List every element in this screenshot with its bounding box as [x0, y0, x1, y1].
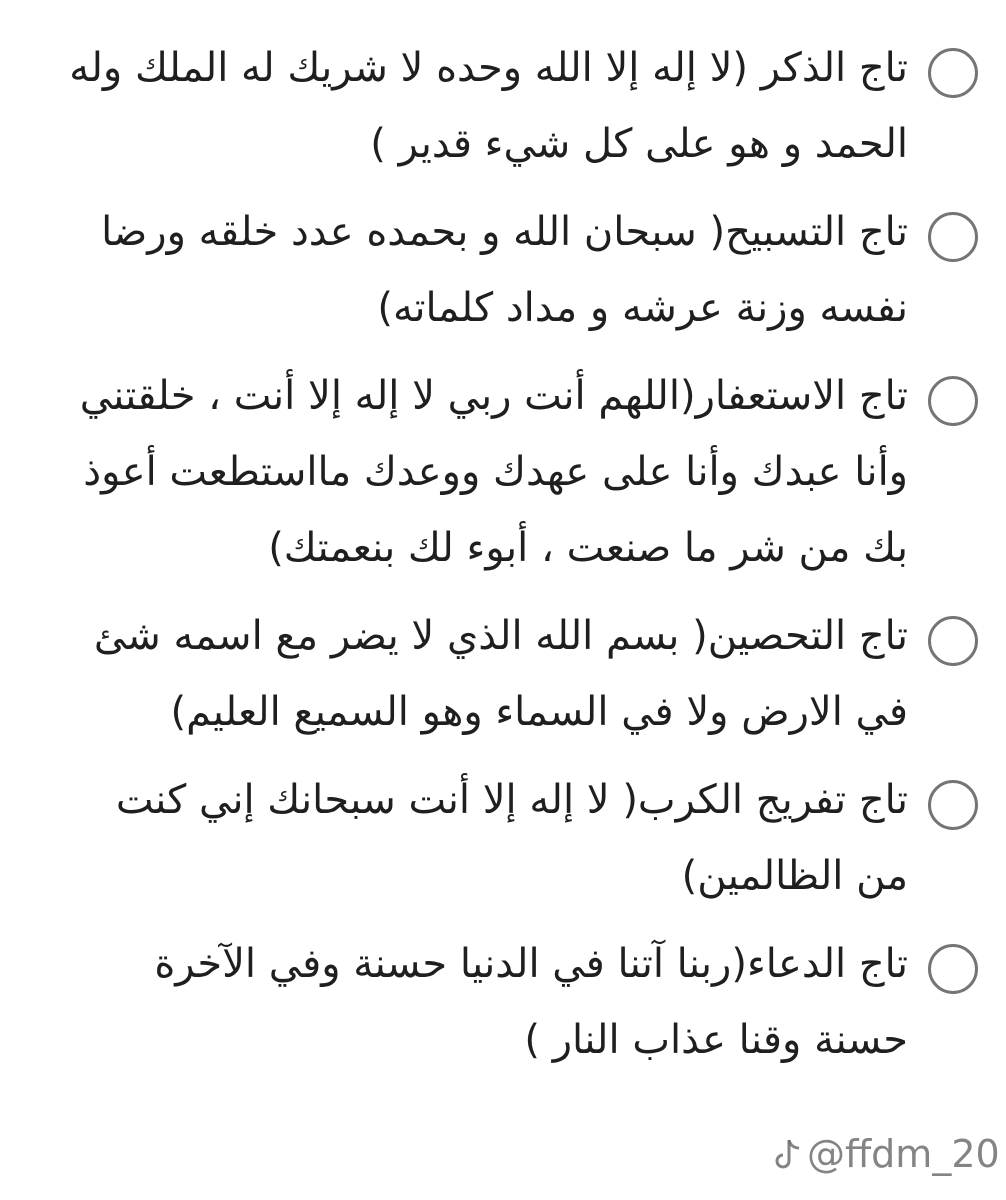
- option-label: تاج التسبيح( سبحان الله و بحمده عدد خلقه ورضا نفسه وزنة عرشه و مداد كلماته): [101, 209, 908, 331]
- watermark-handle: @ffdm_20: [807, 1132, 1000, 1176]
- watermark: [775, 1132, 1000, 1176]
- radio-button-icon[interactable]: [928, 944, 978, 994]
- radio-button-icon[interactable]: [928, 780, 978, 830]
- option-label: تاج الذكر (لا إله إلا الله وحده لا شريك له الملك وله الحمد و هو على كل شيء قدير ): [69, 45, 908, 167]
- radio-option-tafreej[interactable]: [0, 762, 1006, 914]
- option-label: تاج تفريج الكرب( لا إله إلا أنت سبحانك إني كنت من الظالمين): [115, 777, 908, 899]
- radio-option-tasbih[interactable]: [0, 194, 1006, 346]
- radio-option-dua[interactable]: [0, 926, 1006, 1078]
- radio-option-dhikr[interactable]: [0, 30, 1006, 182]
- option-label: تاج الدعاء(ربنا آتنا في الدنيا حسنة وفي الآخرة حسنة وقنا عذاب النار ): [154, 941, 908, 1063]
- option-label: تاج التحصين( بسم الله الذي لا يضر مع اسمه شئ في الارض ولا في السماء وهو السميع العليم): [93, 613, 908, 735]
- radio-option-tahseen[interactable]: [0, 598, 1006, 750]
- tiktok-icon: [775, 1137, 801, 1171]
- radio-button-icon[interactable]: [928, 212, 978, 262]
- radio-button-icon[interactable]: [928, 616, 978, 666]
- radio-option-istighfar[interactable]: [0, 358, 1006, 586]
- option-label: تاج الاستعفار(اللهم أنت ربي لا إله إلا أنت ، خلقتني وأنا عبدك وأنا على عهدك ووعدك مااستطعت أعوذ بك من شر ما صنعت ، أبوء لك بنعمتك): [79, 373, 908, 571]
- radio-option-list: [0, 30, 1006, 1078]
- radio-button-icon[interactable]: [928, 48, 978, 98]
- radio-button-icon[interactable]: [928, 376, 978, 426]
